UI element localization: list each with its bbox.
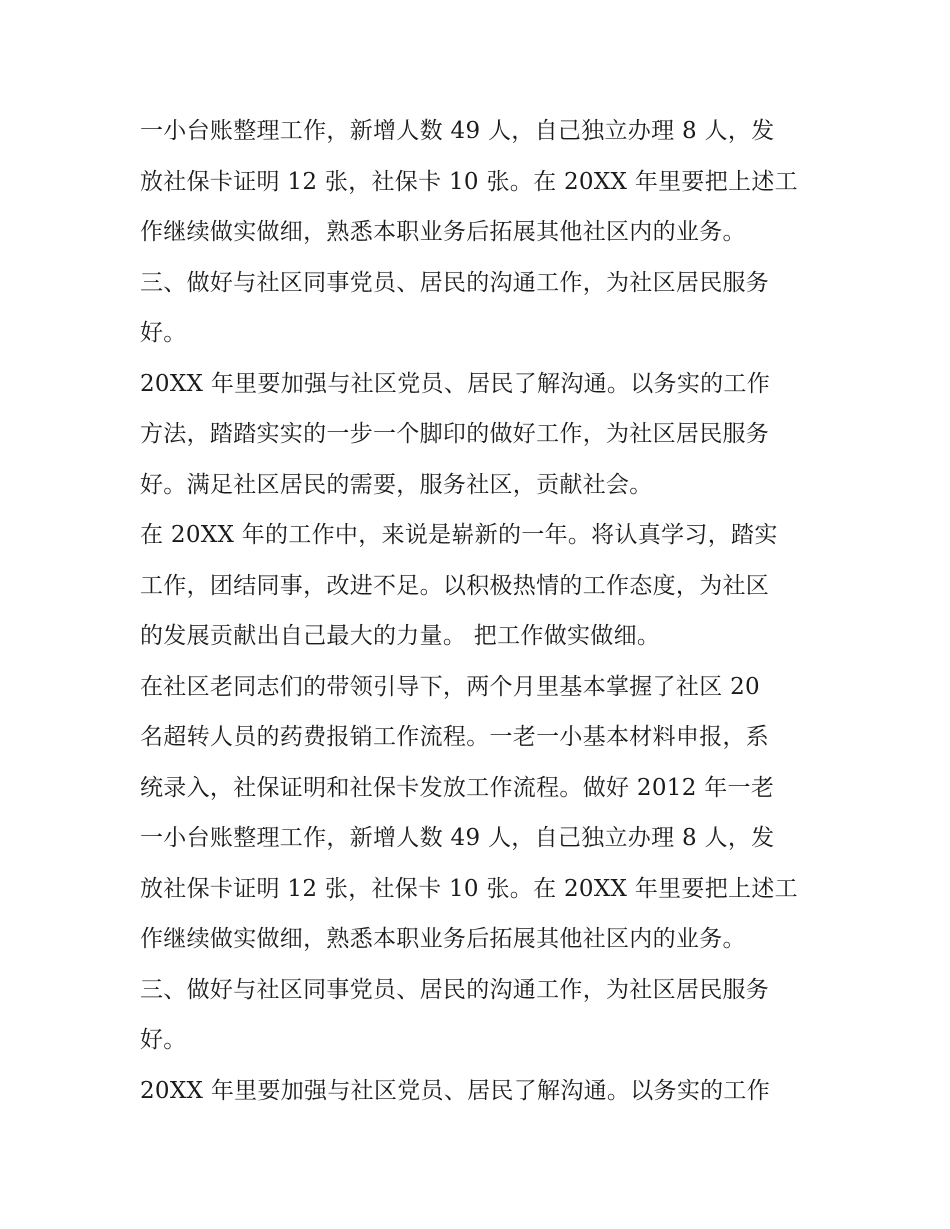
text-line: 好。	[140, 1027, 187, 1053]
document-body	[140, 106, 820, 1116]
text-line: 的发展贡献出自己最大的力量。 把工作做实做细。	[140, 623, 661, 649]
text-line: 作继续做实做细，熟悉本职业务后拓展其他社区内的业务。	[140, 926, 746, 952]
text-line: 工作，团结同事，改进不足。以积极热情的工作态度，为社区	[140, 572, 770, 599]
section-heading-line: 三、做好与社区同事党员、居民的沟通工作，为社区居民服务	[140, 269, 770, 296]
text-line: 统录入，社保证明和社保卡发放工作流程。做好 2012 年一老	[140, 774, 775, 801]
text-line: 作继续做实做细，熟悉本职业务后拓展其他社区内的业务。	[140, 219, 746, 245]
text-line: 20XX 年里要加强与社区党员、居民了解沟通。以务实的工作	[140, 370, 771, 397]
section-heading-line: 三、做好与社区同事党员、居民的沟通工作，为社区居民服务	[140, 976, 770, 1003]
text-line: 名超转人员的药费报销工作流程。一老一小基本材料申报，系	[140, 724, 770, 750]
text-line: 好。	[140, 320, 187, 346]
text-line: 一小台账整理工作，新增人数 49 人，自己独立办理 8 人，发	[140, 825, 775, 851]
text-line: 放社保卡证明 12 张，社保卡 10 张。在 20XX 年里要把上述工	[140, 875, 798, 902]
text-line: 好。满足社区居民的需要，服务社区，贡献社会。	[140, 471, 653, 498]
text-line: 一小台账整理工作，新增人数 49 人，自己独立办理 8 人，发	[140, 118, 775, 144]
text-line: 方法，踏踏实实的一步一个脚印的做好工作，为社区居民服务	[140, 421, 770, 447]
text-line: 在社区老同志们的带领引导下，两个月里基本掌握了社区 20	[140, 673, 760, 700]
text-line: 在 20XX 年的工作中，来说是崭新的一年。将认真学习，踏实	[140, 522, 778, 548]
text-line: 20XX 年里要加强与社区党员、居民了解沟通。以务实的工作	[140, 1077, 771, 1104]
text-line: 放社保卡证明 12 张，社保卡 10 张。在 20XX 年里要把上述工	[140, 168, 798, 195]
